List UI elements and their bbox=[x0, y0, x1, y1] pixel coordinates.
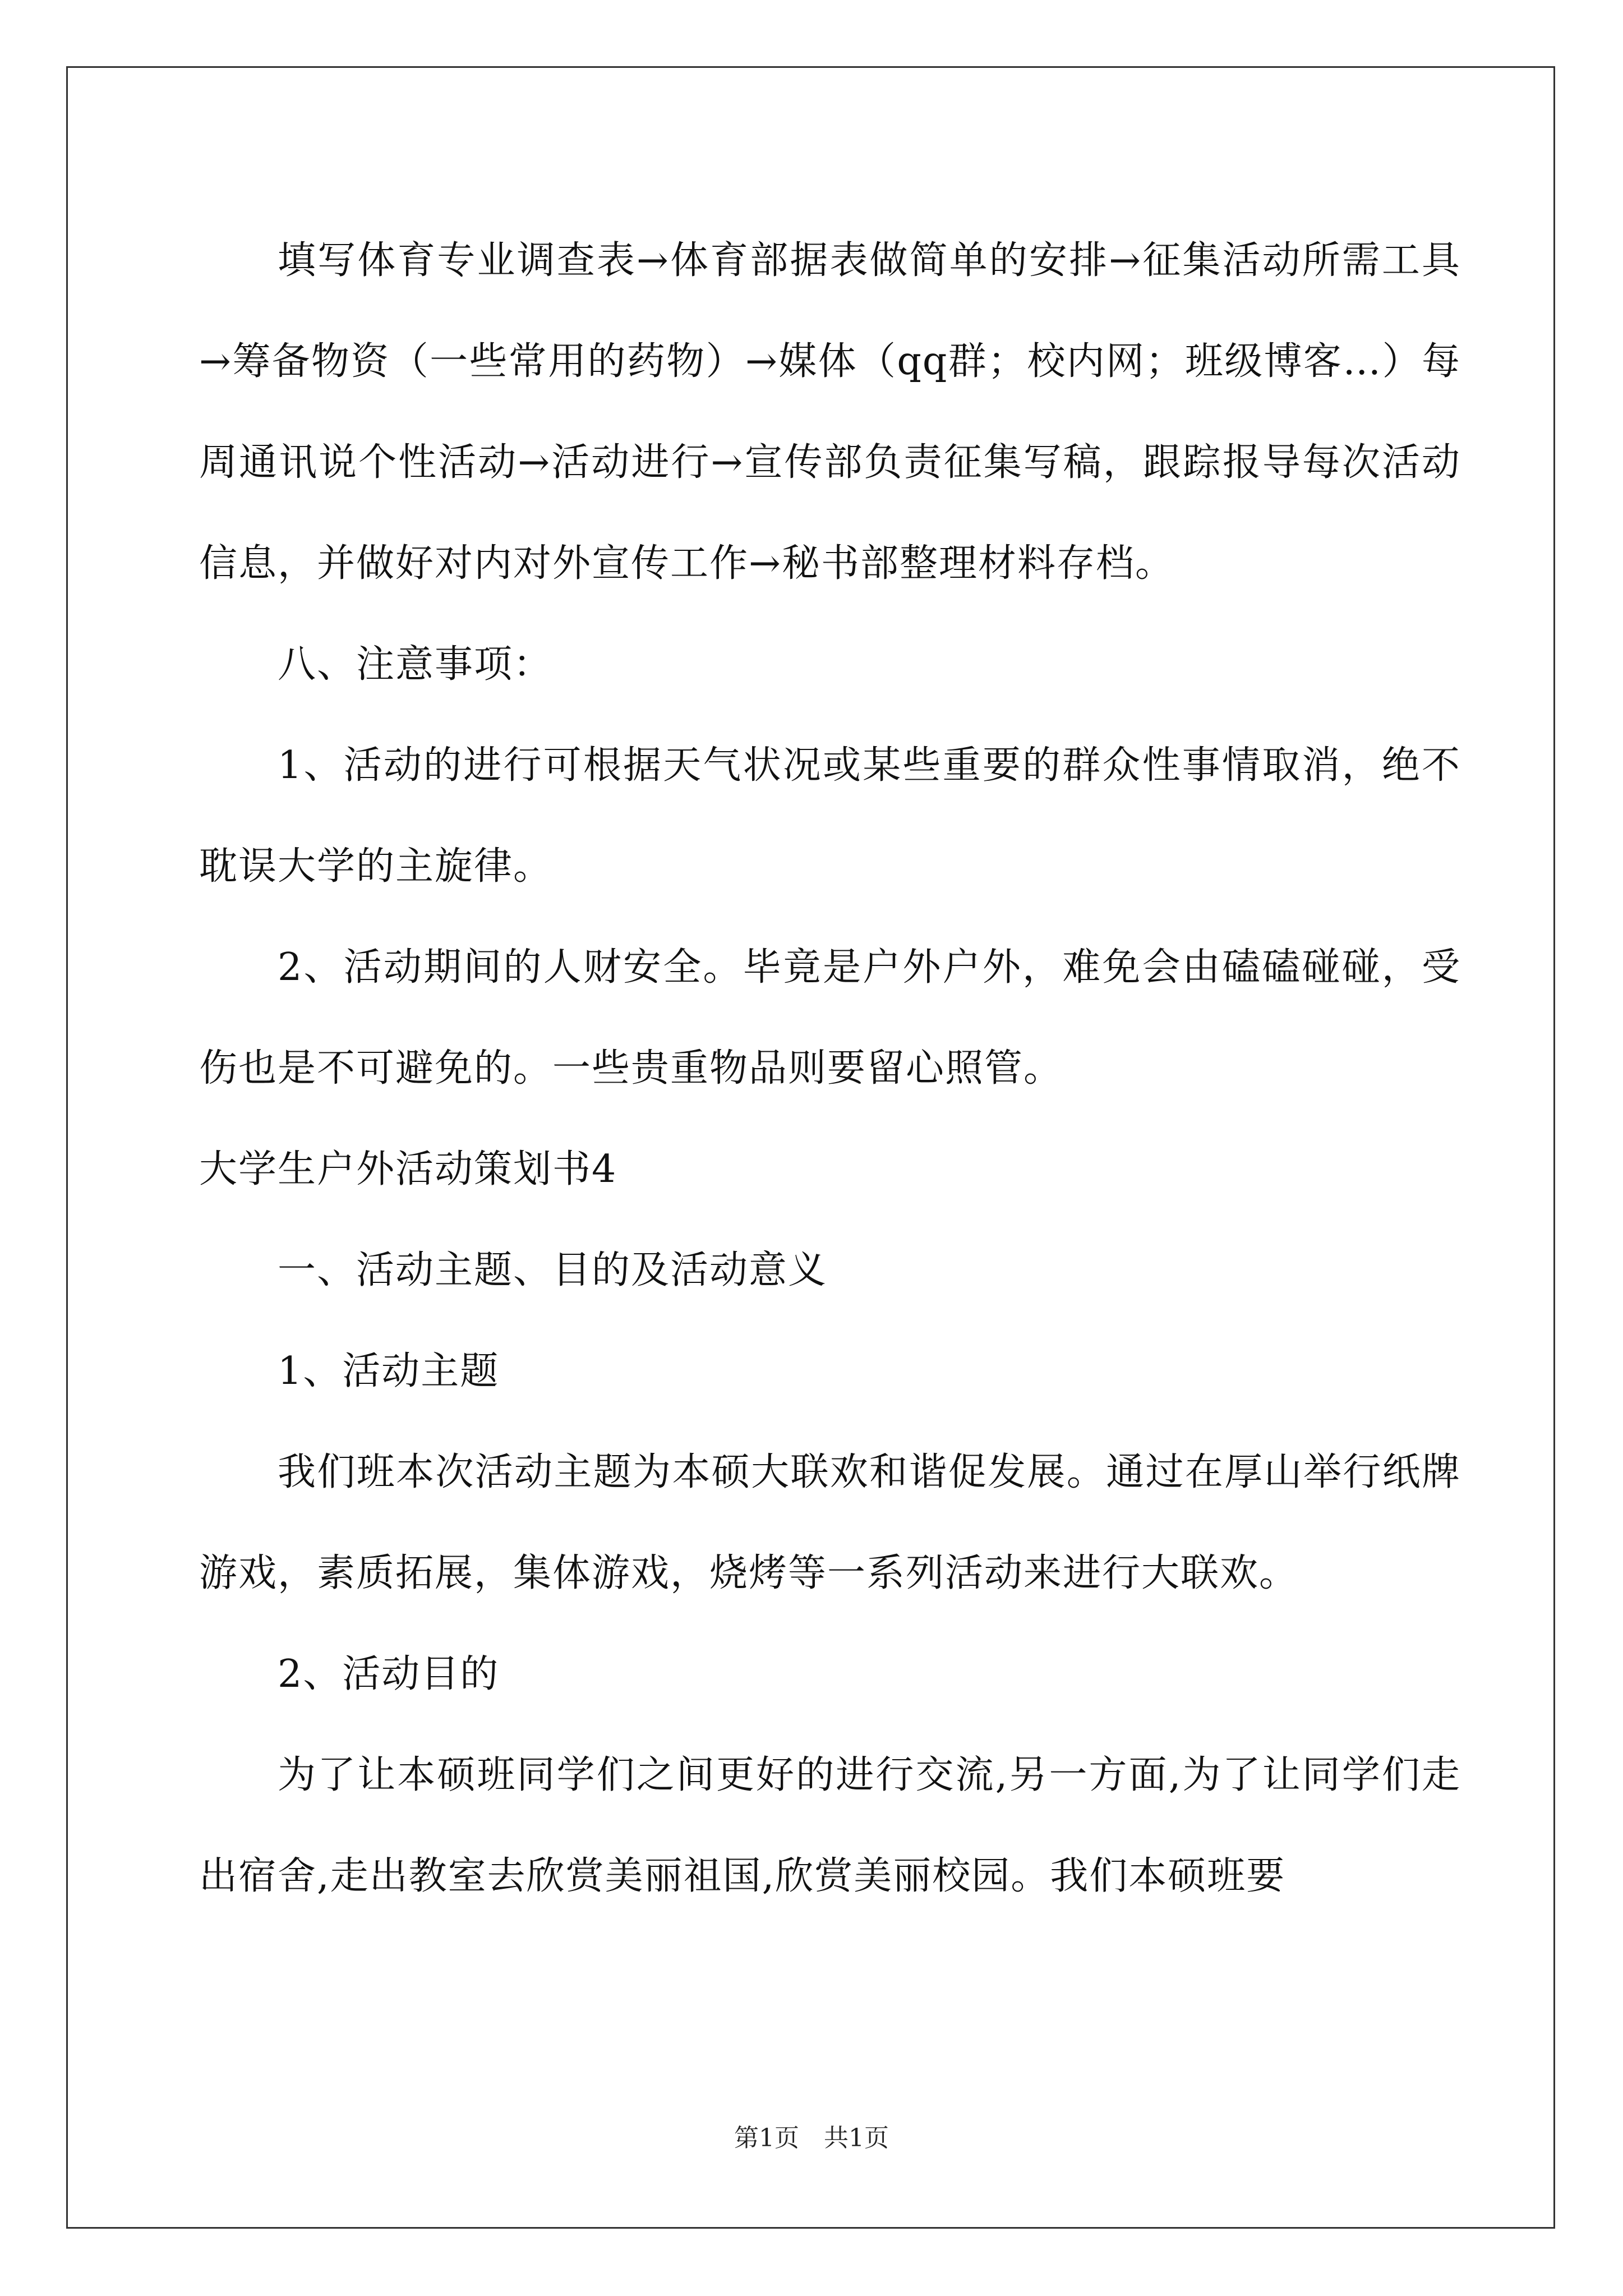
document-title-plan-4: 大学生户外活动策划书4 bbox=[199, 1147, 617, 1191]
paragraph-precaution-2: 2、活动期间的人财安全。毕竟是户外户外，难免会由磕磕碰碰，受伤也是不可避免的。一些贵重物品则要留心照管。 bbox=[199, 945, 1461, 1091]
paragraph-activity-purpose: 为了让本硕班同学们之间更好的进行交流,另一方面,为了让同学们走出宿舍,走出教室去欣赏美丽祖国,欣赏美丽校园。我们本硕班要 bbox=[199, 1753, 1461, 1898]
section-heading-theme-purpose: 一、活动主题、目的及活动意义 bbox=[278, 1248, 828, 1292]
paragraph-precaution-1: 1、活动的进行可根据天气状况或某些重要的群众性事情取消，绝不耽误大学的主旋律。 bbox=[199, 743, 1461, 889]
subheading-activity-purpose: 2、活动目的 bbox=[278, 1652, 500, 1696]
subheading-activity-theme: 1、活动主题 bbox=[278, 1349, 500, 1393]
document-body bbox=[199, 210, 1461, 1927]
paragraph-activity-theme: 我们班本次活动主题为本硕大联欢和谐促发展。通过在厚山举行纸牌游戏，素质拓展，集体游戏，烧烤等一系列活动来进行大联欢。 bbox=[199, 1450, 1461, 1595]
section-heading-precautions: 八、注意事项： bbox=[278, 642, 553, 687]
paragraph-activity-flow: 填写体育专业调查表→体育部据表做简单的安排→征集活动所需工具→筹备物资（一些常用的药物）→媒体（qq群；校内网；班级博客…）每周通讯说个性活动→活动进行→宣传部负责征集写稿，跟踪报导每次活动信息，并做好对内对外宣传工作→秘书部整理材料存档。 bbox=[199, 238, 1461, 586]
page-footer: 第1页 共1页 bbox=[734, 2124, 889, 2152]
